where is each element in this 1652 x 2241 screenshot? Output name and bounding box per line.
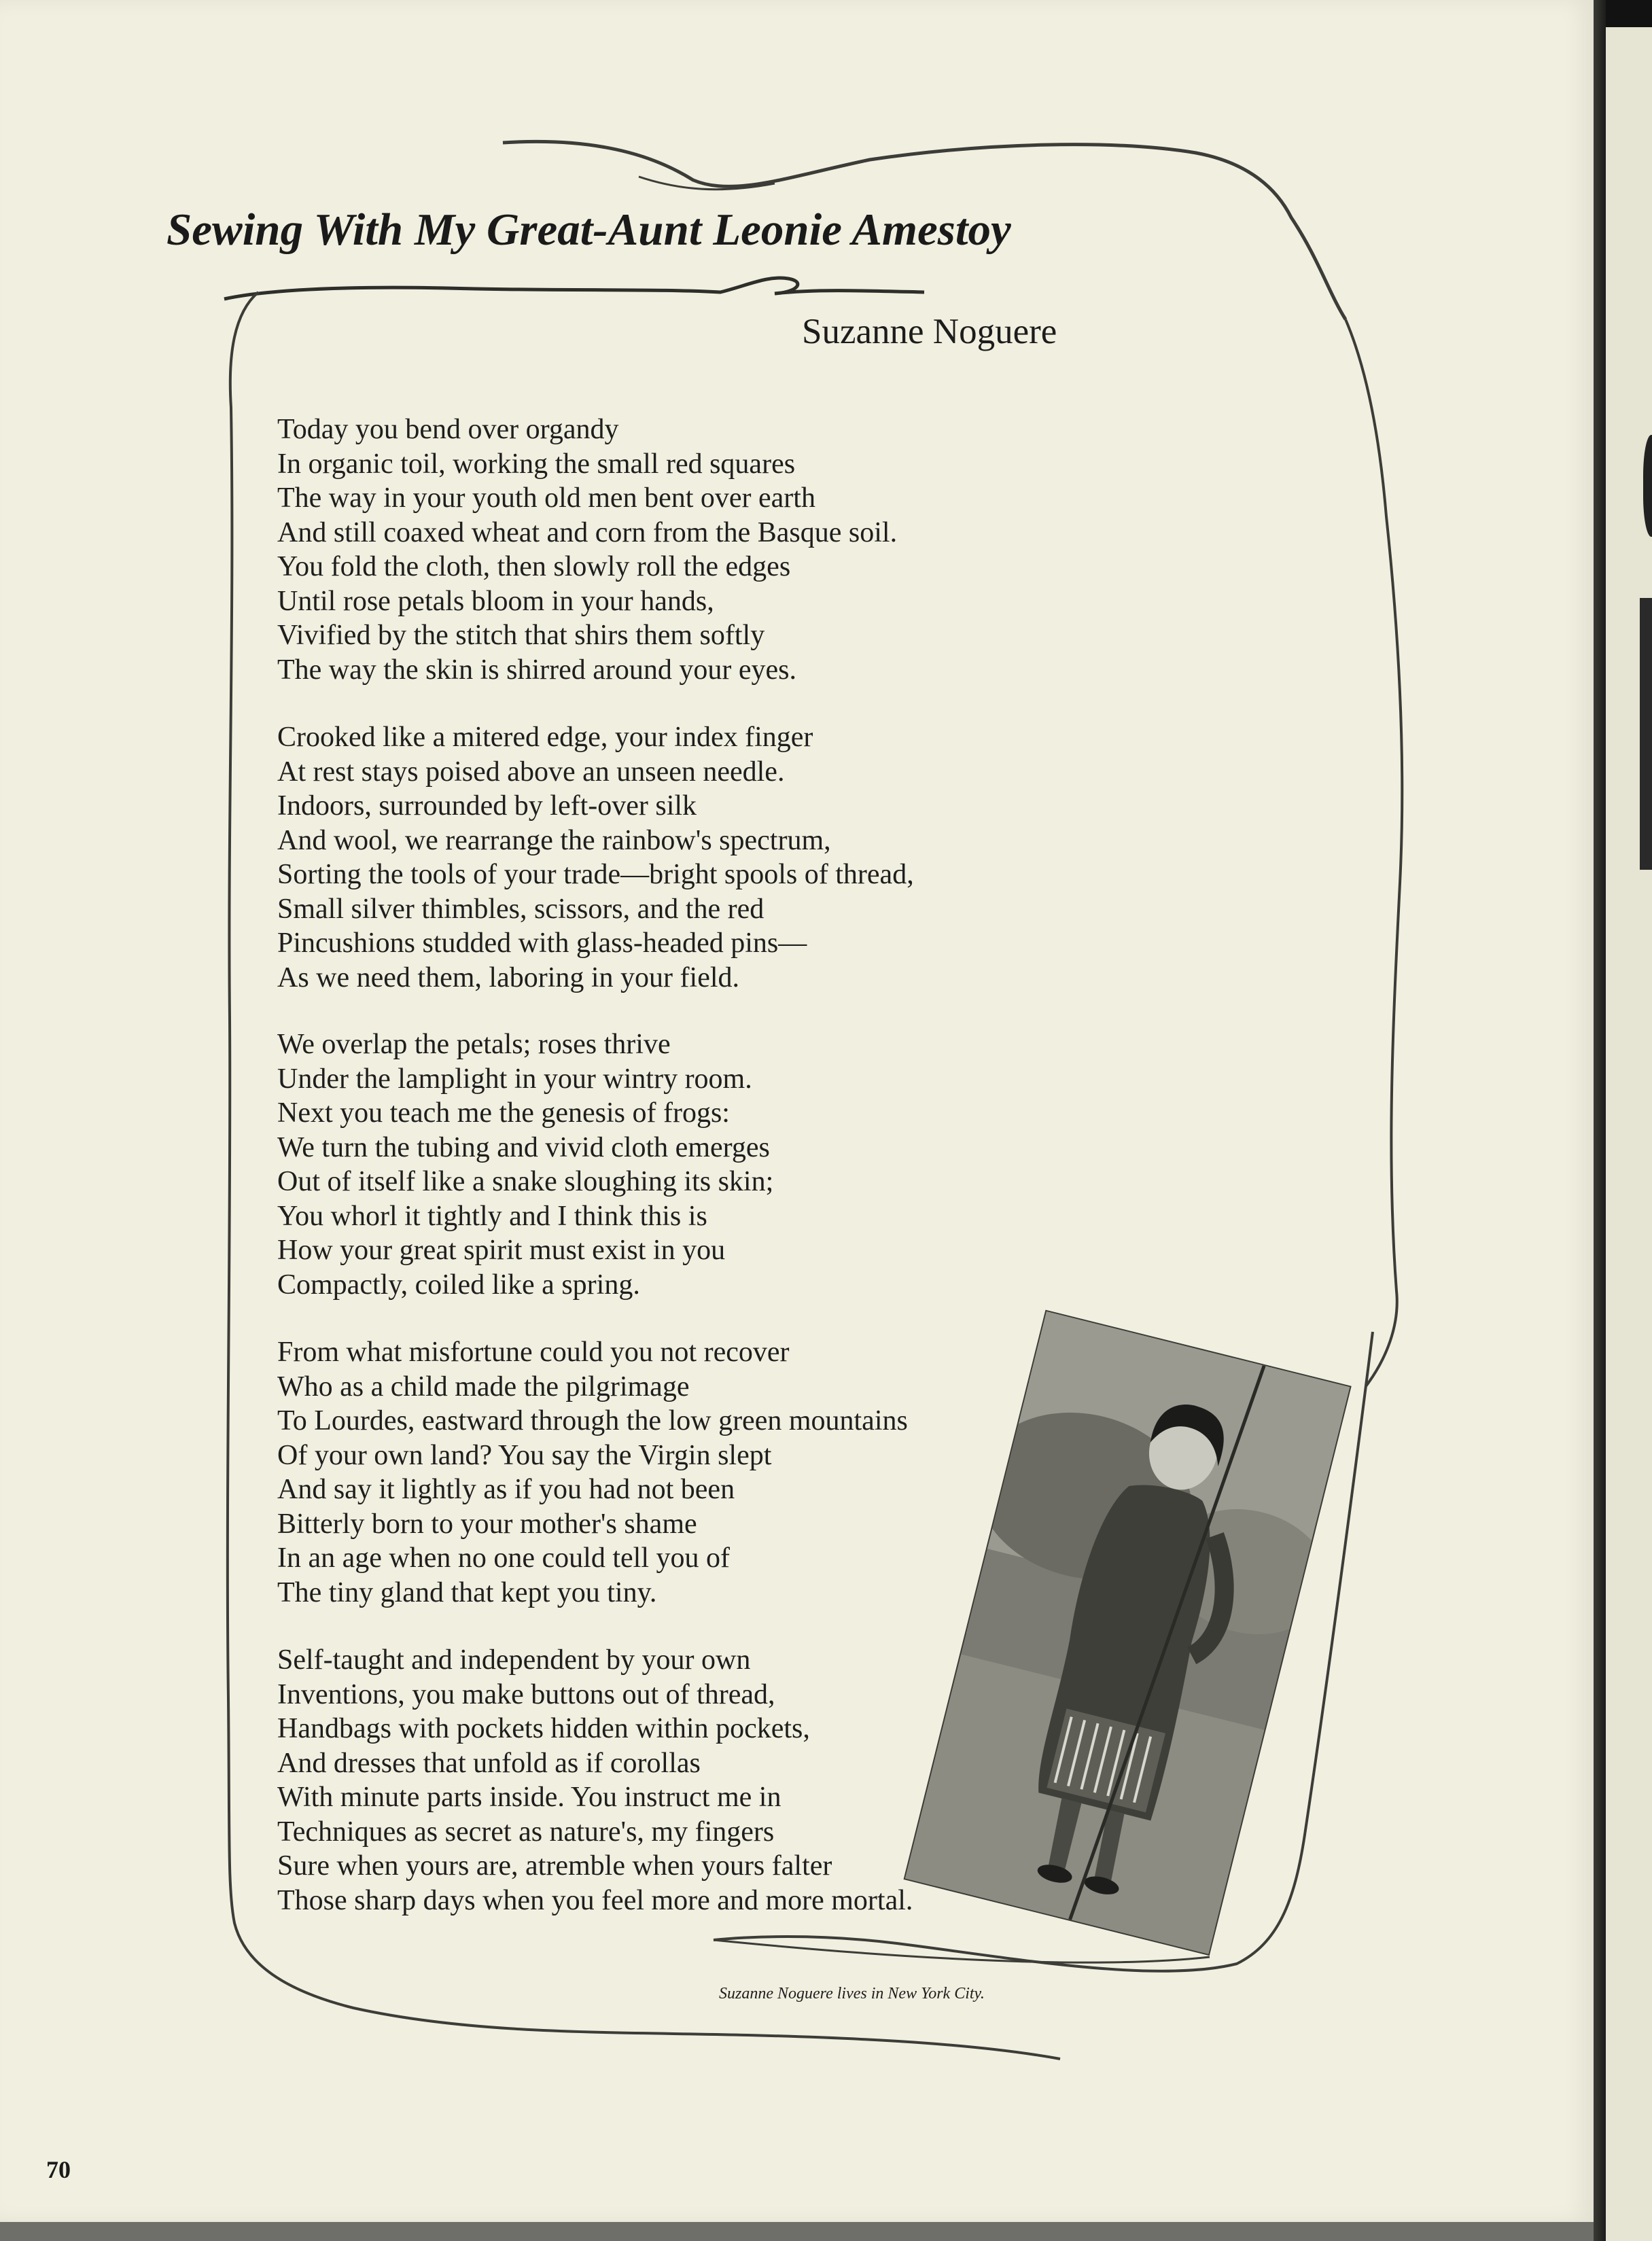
poem-author: Suzanne Noguere bbox=[802, 312, 1057, 351]
poem-line: Today you bend over organdy bbox=[277, 414, 619, 445]
poem-line: Inventions, you make buttons out of thread, bbox=[277, 1678, 775, 1710]
poem-line: Handbags with pockets hidden within pockets, bbox=[277, 1713, 810, 1744]
stanza-2 bbox=[277, 720, 914, 995]
poem-line: You whorl it tightly and I think this is bbox=[277, 1200, 707, 1232]
stanza-4 bbox=[277, 1335, 908, 1610]
poem-line: Small silver thimbles, scissors, and the red bbox=[277, 893, 765, 925]
poem-line: With minute parts inside. You instruct me in bbox=[277, 1782, 781, 1813]
poem-line: Crooked like a mitered edge, your index finger bbox=[277, 722, 813, 753]
poem-line: Until rose petals bloom in your hands, bbox=[277, 585, 714, 617]
poem-line: At rest stays poised above an unseen needle. bbox=[277, 756, 785, 788]
poem-line: The tiny gland that kept you tiny. bbox=[277, 1576, 657, 1608]
poem-line: Pincushions studded with glass-headed pins— bbox=[277, 928, 807, 959]
poem-line: You fold the cloth, then slowly roll the edges bbox=[277, 551, 791, 582]
author-bio-caption: Suzanne Noguere lives in New York City. bbox=[719, 1985, 985, 2002]
poem-line: Who as a child made the pilgrimage bbox=[277, 1371, 690, 1402]
stanza-5 bbox=[277, 1643, 913, 1918]
stanza-1 bbox=[277, 412, 897, 687]
poem-line: Indoors, surrounded by left-over silk bbox=[277, 790, 697, 822]
thread-top-tail bbox=[639, 177, 775, 190]
poem-line: Techniques as secret as nature's, my fingers bbox=[277, 1816, 775, 1848]
poem-line: And dresses that unfold as if corollas bbox=[277, 1747, 701, 1779]
poem-line: Those sharp days when you feel more and more mortal. bbox=[277, 1884, 913, 1916]
poem-line: As we need them, laboring in your field. bbox=[277, 961, 739, 993]
poem-line: In an age when no one could tell you of bbox=[277, 1542, 730, 1574]
stanza-3 bbox=[277, 1027, 773, 1302]
poem-line: How your great spirit must exist in you bbox=[277, 1235, 726, 1266]
poem-line: Under the lamplight in your wintry room. bbox=[277, 1063, 752, 1095]
thread-right-side bbox=[1346, 319, 1402, 1386]
poem-line: Self-taught and independent by your own bbox=[277, 1644, 751, 1676]
poem-line: We turn the tubing and vivid cloth emerges bbox=[277, 1131, 770, 1163]
page-number: 70 bbox=[46, 2156, 71, 2183]
poem-line: Sure when yours are, atremble when yours falter bbox=[277, 1850, 832, 1882]
scan-bottom-edge bbox=[0, 2222, 1594, 2241]
poem-line: Sorting the tools of your trade—bright spools of thread, bbox=[277, 859, 914, 890]
poem-line: Vivified by the stitch that shirs them softly bbox=[277, 620, 765, 651]
poem-line: To Lourdes, eastward through the low green mountains bbox=[277, 1405, 908, 1436]
portrait-illustration bbox=[905, 1311, 1350, 1954]
poem-line: The way in your youth old men bent over earth bbox=[277, 482, 815, 514]
thread-bottom-curl bbox=[714, 1940, 1210, 1962]
poem-title: Sewing With My Great-Aunt Leonie Amestoy bbox=[166, 205, 1011, 255]
adjacent-page-edge bbox=[1606, 0, 1652, 2241]
poem-line: Bitterly born to your mother's shame bbox=[277, 1508, 697, 1540]
portrait-photo bbox=[905, 1311, 1350, 1954]
needle-line bbox=[224, 278, 924, 299]
poem-line: The way the skin is shirred around your eyes. bbox=[277, 654, 796, 686]
poem-line: Compactly, coiled like a spring. bbox=[277, 1269, 640, 1301]
poem-line: In organic toil, working the small red squares bbox=[277, 448, 796, 480]
binding-gutter bbox=[1594, 0, 1606, 2241]
poem-line: And say it lightly as if you had not been bbox=[277, 1474, 735, 1505]
poem-line: And wool, we rearrange the rainbow's spectrum, bbox=[277, 824, 831, 856]
poem-line: Next you teach me the genesis of frogs: bbox=[277, 1097, 730, 1129]
poem-line: And still coaxed wheat and corn from the Basque soil. bbox=[277, 516, 898, 548]
poem-line: From what misfortune could you not recover bbox=[277, 1337, 790, 1368]
poem-line: Out of itself like a snake sloughing its skin; bbox=[277, 1166, 774, 1197]
poem-line: We overlap the petals; roses thrive bbox=[277, 1029, 671, 1060]
poem-line: Of your own land? You say the Virgin slept bbox=[277, 1439, 772, 1471]
